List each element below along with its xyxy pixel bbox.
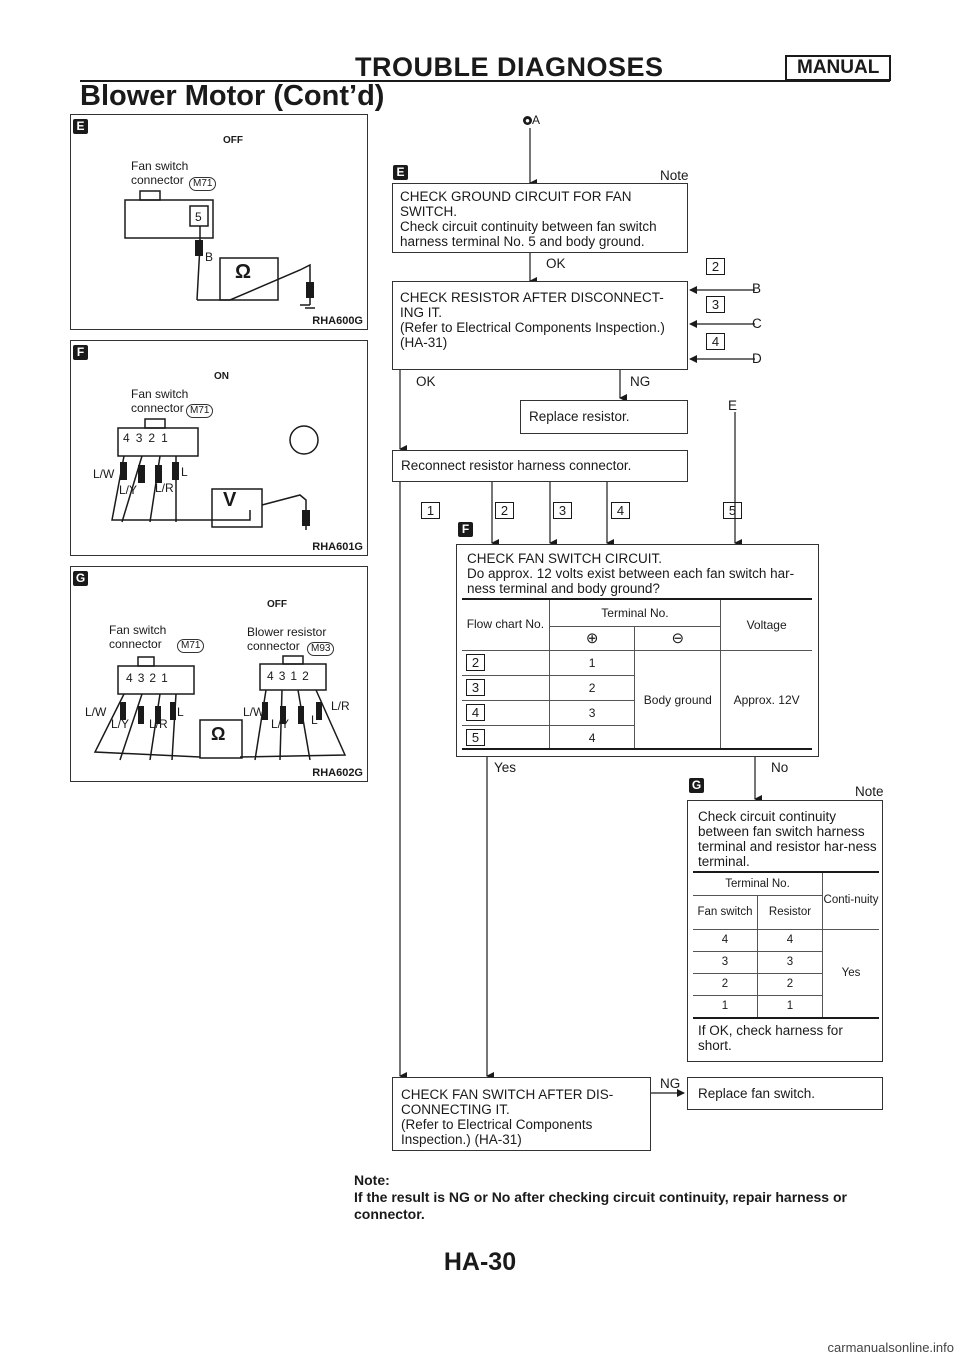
resistor-connector-label: Blower resistor connector (247, 625, 327, 653)
row-flow-no: 3 (466, 679, 485, 696)
wire-color: L/R (331, 699, 350, 713)
wire-color: B (205, 250, 214, 264)
entry-letter: D (752, 351, 762, 366)
final-check-text: CHECK FAN SWITCH AFTER DIS-CONNECTING IT. (Refer to Electrical Components Inspection.) (HA-31) (401, 1087, 614, 1147)
entry-number: 2 (706, 258, 725, 275)
wire-color: L/W (85, 705, 107, 719)
step-e-ok: OK (546, 256, 566, 271)
connector-label: Fan switch connector (131, 159, 189, 187)
figure-letter: E (73, 119, 88, 134)
wire-color: L/R (149, 717, 168, 731)
wire-color: L/Y (119, 483, 138, 497)
th-resistor: Resistor (758, 895, 823, 929)
branch-number: 1 (421, 502, 440, 519)
note (354, 1172, 889, 1223)
resistor-check-box (392, 281, 688, 370)
pin-number: 5 (195, 210, 202, 224)
final-check-box (392, 1077, 651, 1151)
entry-number: 4 (706, 333, 725, 350)
th-fan: Fan switch (693, 895, 758, 929)
wire-color: L/R (155, 481, 174, 495)
note-title: Note: (354, 1172, 390, 1188)
row-res: 4 (758, 929, 823, 951)
figure-caption: RHA600G (312, 315, 363, 327)
final-ng: NG (660, 1076, 681, 1091)
voltmeter-icon: V (223, 489, 237, 511)
wire-color: L/Y (271, 717, 290, 731)
figure-e (70, 114, 368, 330)
entry-letter-e: E (728, 398, 738, 413)
body-ground: Body ground (635, 650, 721, 750)
wire-color: L/W (243, 705, 265, 719)
wire-color: L (177, 705, 184, 719)
start-connector-a: ● A (523, 112, 540, 128)
step-g-text: Check circuit continuity between fan switch harness terminal and resistor har-ness terminal. (698, 809, 877, 869)
page-number: HA-30 (443, 1248, 517, 1276)
entry-letter: C (752, 316, 762, 331)
figure-f (70, 340, 368, 556)
reconnect-box (392, 450, 688, 482)
connector-label: Fan switch connector (109, 623, 167, 651)
th-terminal: Terminal No. (549, 600, 720, 626)
row-flow-no: 2 (466, 654, 485, 671)
wire-color: L/Y (111, 717, 130, 731)
row-fan: 3 (693, 951, 758, 973)
step-e-box (392, 183, 688, 253)
ohmmeter-icon: Ω (211, 724, 226, 744)
resistor-check-text: CHECK RESISTOR AFTER DISCONNECT-ING IT. (Refer to Electrical Components Inspection.) (HA-31) (400, 290, 665, 350)
row-terminal: 1 (549, 650, 635, 675)
row-fan: 1 (693, 995, 758, 1017)
connector-id: M71 (177, 639, 204, 653)
continuity-table (693, 873, 879, 1017)
switch-position: OFF (223, 135, 243, 146)
row-terminal: 4 (549, 725, 635, 750)
continuity-check-box (687, 800, 883, 1062)
manual-tag: MANUAL (785, 55, 891, 81)
fan-switch-circuit-box (456, 544, 819, 757)
step-letter-f: F (458, 522, 473, 537)
figure-letter: G (73, 571, 88, 586)
row-fan: 4 (693, 929, 758, 951)
th-plus: ⊕ (549, 626, 635, 650)
th-minus: ⊖ (635, 626, 721, 650)
connector-id: M71 (186, 404, 213, 418)
section-title: TROUBLE DIAGNOSES (355, 52, 664, 82)
branch-number: 4 (611, 502, 630, 519)
th-continuity: Conti-nuity (823, 873, 880, 929)
row-flow-no: 4 (466, 704, 485, 721)
row-res: 1 (758, 995, 823, 1017)
branch-number: 3 (553, 502, 572, 519)
entry-letter: B (752, 281, 762, 296)
replace-fan-switch-text: Replace fan switch. (698, 1086, 816, 1101)
resistor-connector-id: M93 (307, 642, 334, 656)
branch-number: 2 (495, 502, 514, 519)
switch-position: ON (214, 371, 229, 382)
watermark: carmanualsonline.info (827, 1340, 954, 1355)
step-g-note: Note (855, 784, 884, 799)
figure-g (70, 566, 368, 782)
wire-color: L (181, 465, 188, 479)
row-terminal: 2 (549, 675, 635, 700)
th-flow: Flow chart No. (462, 600, 549, 650)
step-letter-e: E (393, 165, 408, 180)
row-res: 3 (758, 951, 823, 973)
connector-label: Fan switch connector (131, 387, 189, 415)
continuity-yes: Yes (841, 967, 861, 980)
figure-caption: RHA601G (312, 541, 363, 553)
figure-caption: RHA602G (312, 767, 363, 779)
row-fan: 2 (693, 973, 758, 995)
resistor-ng: NG (630, 374, 651, 389)
resistor-pin-numbers: 4312 (267, 669, 314, 683)
step-f-no: No (771, 760, 789, 775)
page-subtitle: Blower Motor (Cont’d) (80, 80, 385, 112)
switch-position: OFF (267, 599, 287, 610)
step-e-text: CHECK GROUND CIRCUIT FOR FAN SWITCH. Check circuit continuity between fan switch harness terminal No. 5 and body ground. (400, 189, 657, 249)
table-rule (693, 1017, 879, 1019)
th-voltage: Voltage (721, 600, 812, 650)
step-letter-g: G (689, 778, 704, 793)
voltage-value: Approx. 12V (733, 693, 800, 708)
replace-fan-switch-box (687, 1077, 883, 1110)
note-text: If the result is NG or No after checking circuit continuity, repair harness or connector. (354, 1189, 847, 1222)
wire-color: L (311, 713, 318, 727)
step-f-yes: Yes (494, 760, 517, 775)
wire-color: L/W (93, 467, 115, 481)
figure-letter: F (73, 345, 88, 360)
table-rule (462, 748, 812, 750)
connector-id: M71 (189, 177, 216, 191)
th-terminal: Terminal No. (693, 873, 823, 895)
branch-number: 5 (723, 502, 742, 519)
step-e-note: Note (660, 168, 689, 183)
step-g-footer: If OK, check harness for short. (698, 1023, 843, 1053)
resistor-ok: OK (416, 374, 436, 389)
step-f-text: CHECK FAN SWITCH CIRCUIT. Do approx. 12 volts exist between each fan switch har-ness terminal and body ground? (467, 551, 795, 596)
reconnect-text: Reconnect resistor harness connector. (401, 458, 632, 473)
entry-number: 3 (706, 296, 725, 313)
row-terminal: 3 (549, 700, 635, 725)
voltage-table (462, 600, 812, 750)
replace-resistor-box (520, 400, 688, 434)
pin-numbers: 4321 (123, 431, 174, 445)
row-res: 2 (758, 973, 823, 995)
ohmmeter-icon: Ω (235, 261, 252, 283)
pin-numbers: 4321 (126, 671, 173, 685)
replace-resistor-text: Replace resistor. (529, 409, 630, 424)
row-flow-no: 5 (466, 729, 485, 746)
